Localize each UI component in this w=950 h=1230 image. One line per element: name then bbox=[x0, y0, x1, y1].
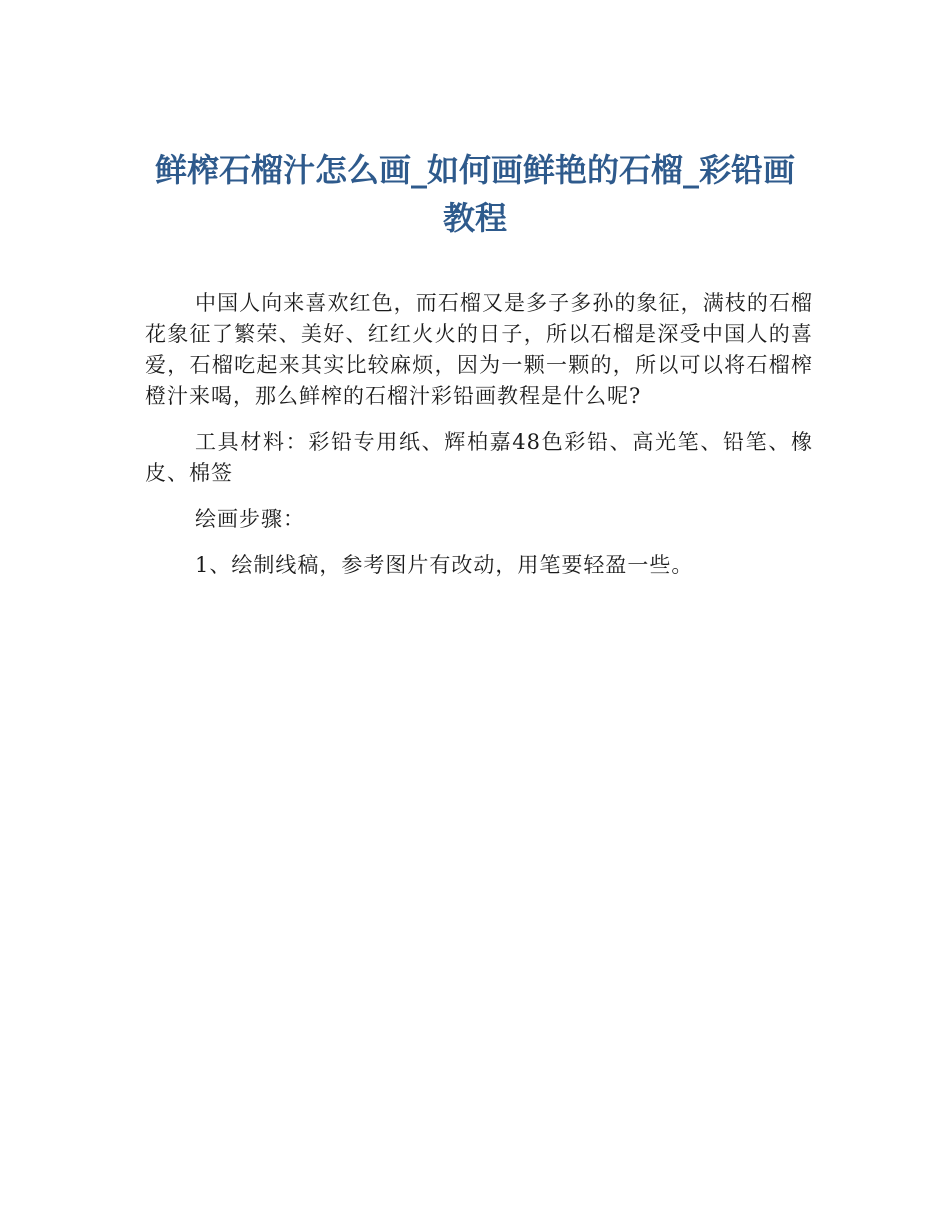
steps-heading: 绘画步骤： bbox=[195, 507, 305, 531]
document-title: 鲜榨石榴汁怎么画_如何画鲜艳的石榴_彩铅画教程 bbox=[154, 151, 795, 237]
intro-paragraph: 中国人向来喜欢红色，而石榴又是多子多孙的象征，满枝的石榴花象征了繁荣、美好、红红火火的日子，所以石榴是深受中国人的喜爱，石榴吃起来其实比较麻烦，因为一颗一颗的，所以可以将石榴榨橙汁来喝，那么鲜榨的石榴汁彩铅画教程是什么呢? bbox=[145, 291, 813, 408]
step-1-paragraph: 1、绘制线稿，参考图片有改动，用笔要轻盈一些。 bbox=[195, 553, 694, 577]
document-body bbox=[145, 288, 813, 596]
materials-paragraph: 工具材料：彩铅专用纸、辉柏嘉48色彩铅、高光笔、铅笔、橡皮、棉签 bbox=[145, 430, 813, 485]
